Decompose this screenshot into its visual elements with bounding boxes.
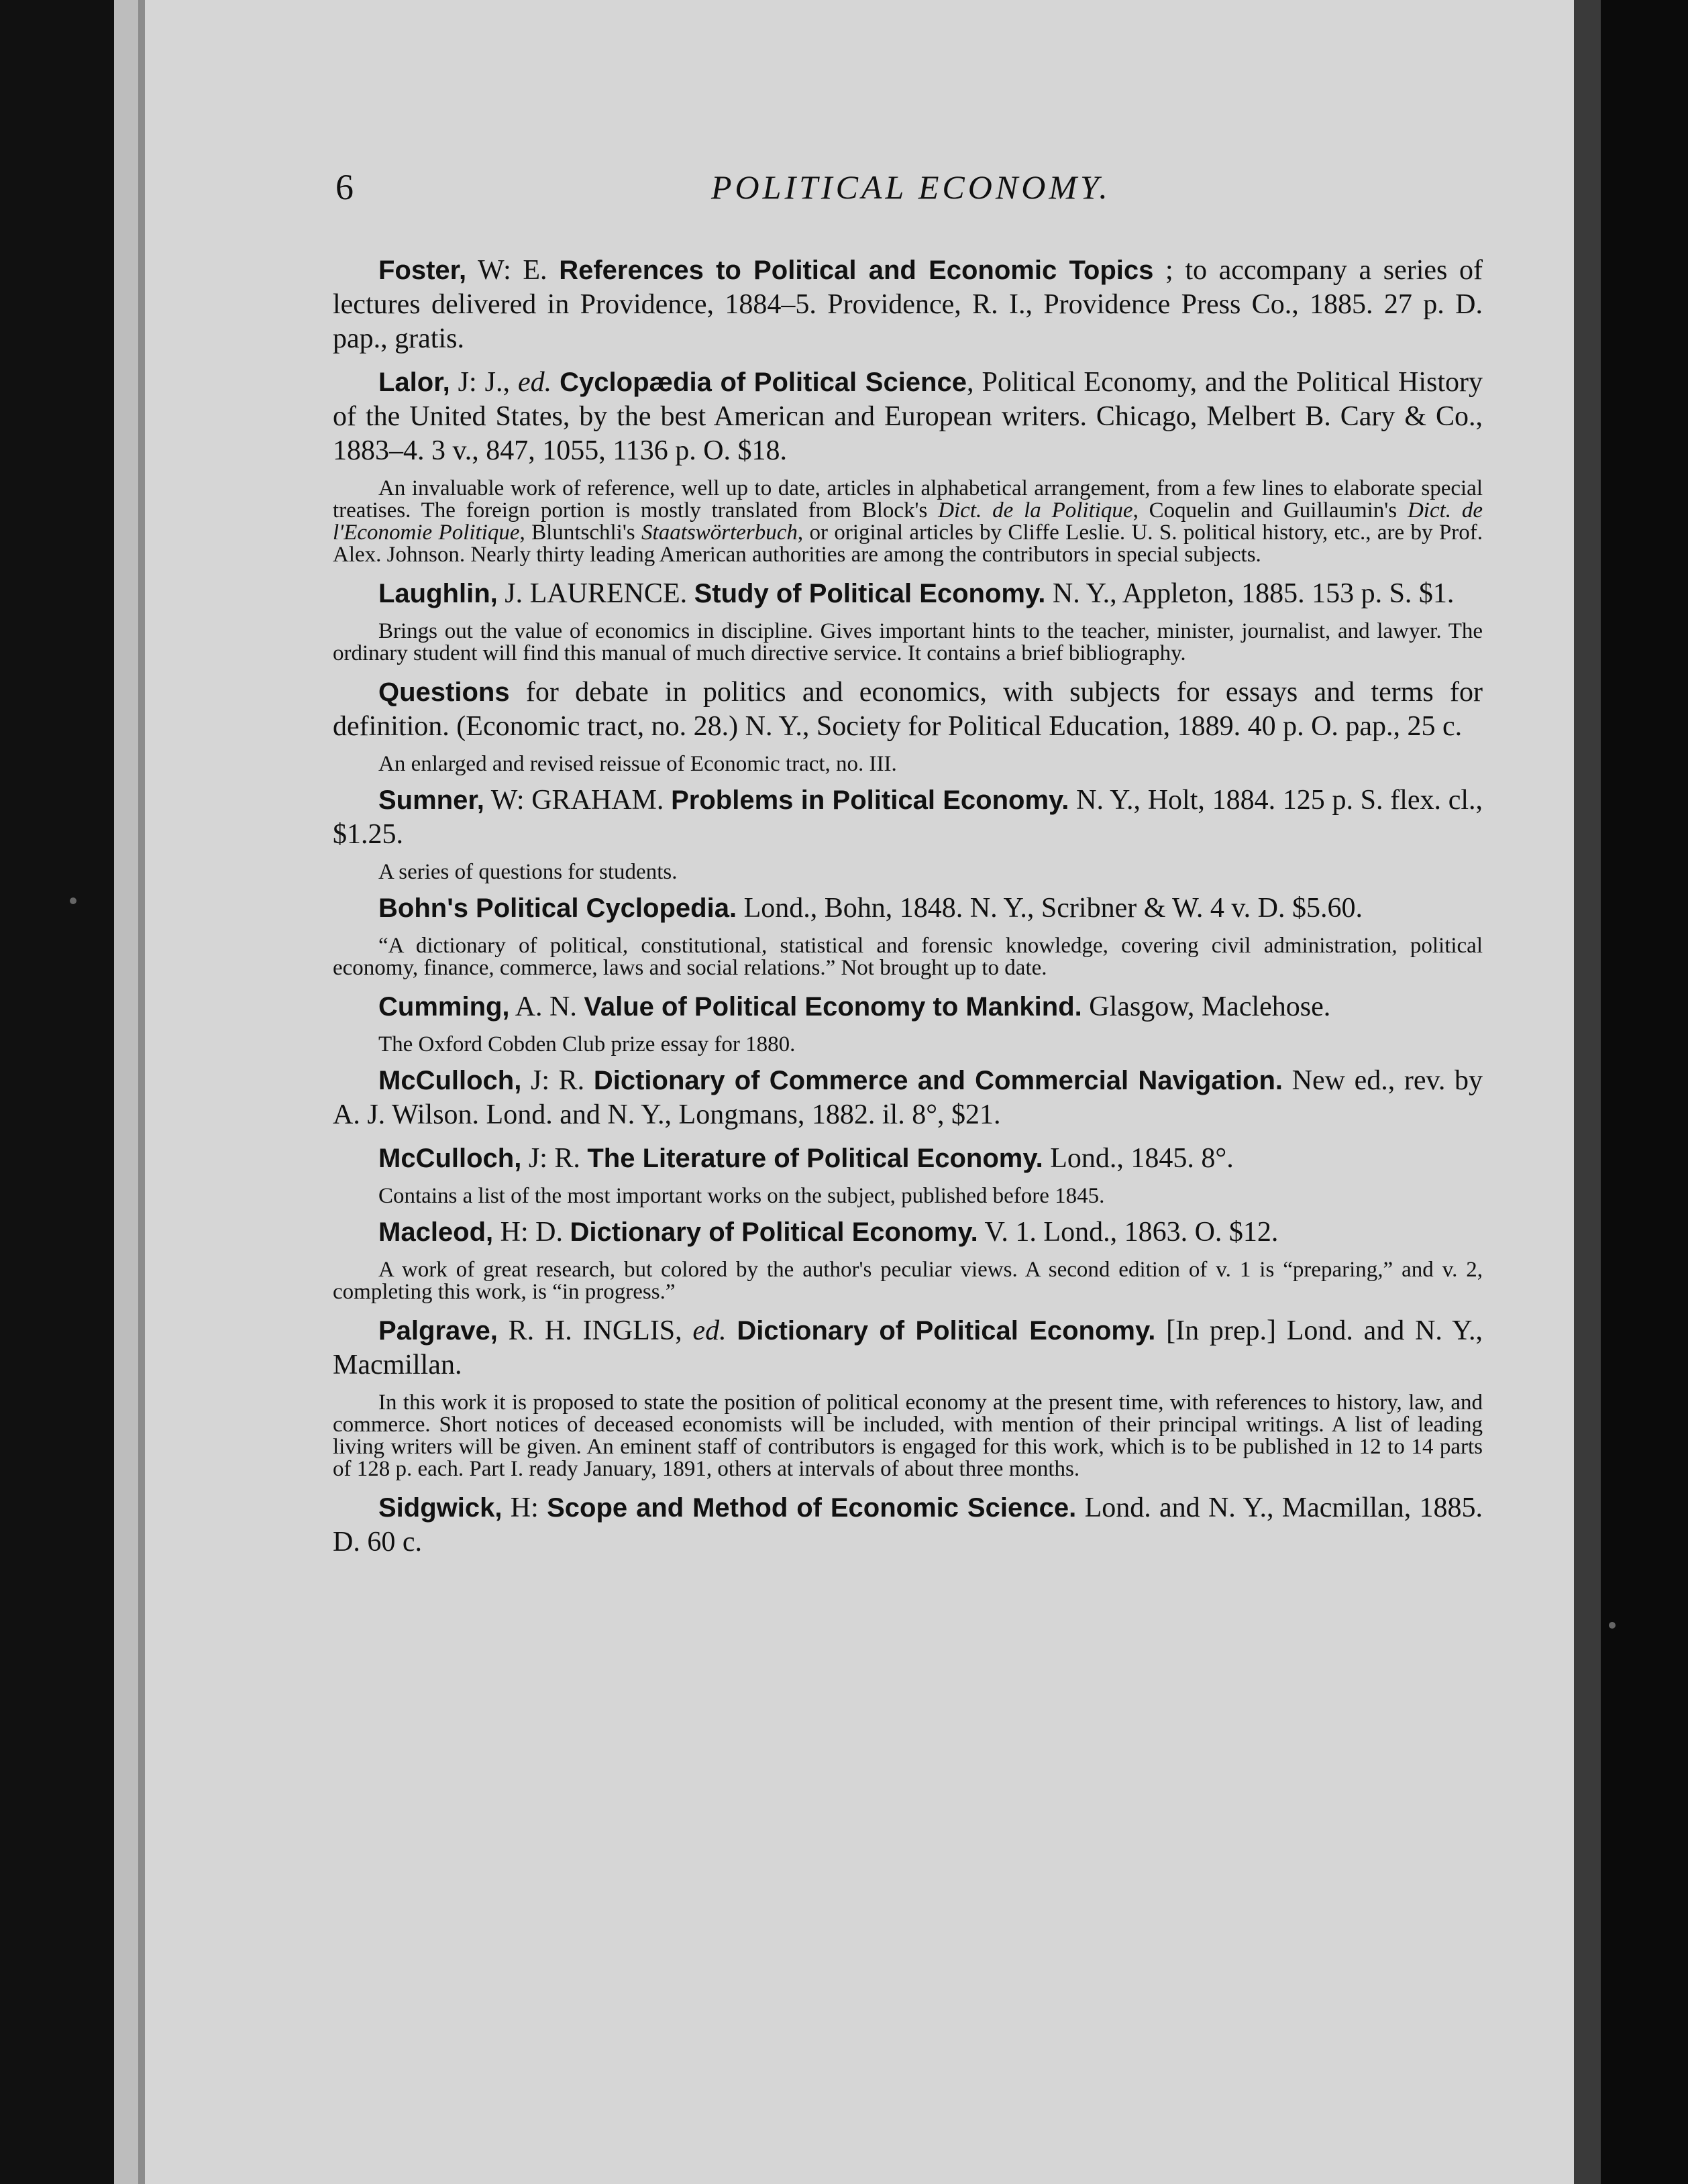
entry-annotation: A work of great research, but colored by the author's peculiar views. A second edition of v. 1 is “preparing,” and v. 2, completing this work, is “in progress.” <box>333 1258 1483 1304</box>
entry-details: N. Y., Appleton, 1885. 153 p. S. $1. <box>1045 578 1455 609</box>
entry-author-rest: A. N. <box>509 991 584 1022</box>
entry-author-rest: J: R. <box>521 1065 594 1096</box>
entry-author: Sumner, <box>378 785 484 815</box>
annotation-italic: Staatswörterbuch <box>641 521 798 545</box>
entry-author-rest: J. LAURENCE. <box>497 578 694 609</box>
entry-mcculloch-dictionary <box>333 1064 1483 1132</box>
entry-author: Palgrave, <box>378 1316 498 1346</box>
entry-annotation: “A dictionary of political, constitutional, statistical and forensic knowledge, covering civil administration, political economy, finance, commerce, laws and social relations.” Not brought up to date. <box>333 934 1483 980</box>
entry-details: V. 1. Lond., 1863. O. $12. <box>978 1217 1279 1248</box>
entry-author: Bohn's Political Cyclopedia. <box>378 893 737 923</box>
entry-annotation: An enlarged and revised reissue of Economic tract, no. III. <box>378 752 897 776</box>
annotation-italic: Dict. de l'Economie Politique <box>333 498 1483 545</box>
entry-details: Lond. and N. Y., Macmillan, 1885. D. 60 c. <box>333 1492 1483 1558</box>
entry-details: [In prep.] Lond. and N. Y., Macmillan. <box>333 1315 1483 1380</box>
entry-mcculloch-literature <box>333 1142 1483 1176</box>
entry-details: Lond., 1845. 8°. <box>1043 1143 1234 1174</box>
scan-border-right <box>1601 0 1688 2184</box>
scan-speck <box>1609 1622 1616 1629</box>
entry-title: Dictionary of Political Economy. <box>737 1316 1156 1346</box>
entry-details: for debate in politics and economics, with subjects for essays and terms for definition. (Economic tract, no. 28.) N. Y., Society for Political Education, 1889. 40 p. O. pap., 25 c. <box>333 677 1483 742</box>
bibliography-list <box>333 254 1483 1569</box>
running-title: POLITICAL ECONOMY. <box>711 168 1111 206</box>
entry-lalor <box>333 366 1483 468</box>
entry-annotation: Contains a list of the most important works on the subject, published before 1845. <box>378 1184 1105 1208</box>
entry-author-rest: J: R. <box>521 1143 588 1174</box>
entry-annotation: Brings out the value of economics in discipline. Gives important hints to the teacher, minister, journalist, and lawyer. The ordinary student will find this manual of much directive service. It contains a brief bibliography. <box>333 619 1483 665</box>
page-edge-right <box>1574 0 1601 2184</box>
annotation-italic: Dict. de la Politique <box>938 498 1133 523</box>
entry-title: Cyclopædia of Political Science <box>560 368 967 397</box>
annotation-text: , Bluntschli's <box>519 521 642 545</box>
entry-author-rest: W: E. <box>466 255 560 286</box>
entry-title: Dictionary of Political Economy. <box>570 1217 978 1247</box>
entry-editor-suffix: ed. <box>518 367 552 398</box>
entry-macleod <box>333 1215 1483 1250</box>
entry-author-rest: R. H. INGLIS, <box>497 1315 693 1346</box>
annotation-text: , Coquelin and Guillaumin's <box>1132 498 1408 523</box>
entry-details: ; to accompany a series of lectures delivered in Providence, 1884–5. Providence, R. I., Providence Press Co., 1885. 27 p. D. pap., gratis. <box>333 255 1483 354</box>
entry-author-rest: H: <box>502 1492 547 1523</box>
entry-author: Questions <box>378 677 510 707</box>
entry-details: Lond., Bohn, 1848. N. Y., Scribner & W. 4 v. D. $5.60. <box>737 893 1363 924</box>
entry-bohn <box>333 891 1483 926</box>
entry-author: McCulloch, <box>378 1144 522 1173</box>
entry-author-rest: H: D. <box>493 1217 570 1248</box>
entry-author-rest: W: GRAHAM. <box>484 785 672 816</box>
entry-details: , Political Economy, and the Political History of the United States, by the best American and European writers. Chicago, Melbert B. Cary & Co., 1883–4. 3 v., 847, 1055, 1136 p. O. $18. <box>333 367 1483 466</box>
entry-author: McCulloch, <box>378 1066 522 1095</box>
page-edge-shadow <box>138 0 145 2184</box>
entry-spacer <box>727 1315 737 1346</box>
page-edge <box>114 0 138 2184</box>
running-header <box>335 166 1483 213</box>
entry-details: Glasgow, Maclehose. <box>1082 991 1331 1022</box>
entry-title: The Literature of Political Economy. <box>587 1144 1043 1173</box>
entry-palgrave <box>333 1314 1483 1382</box>
entry-annotation <box>333 478 1483 566</box>
annotation-text: An invaluable work of reference, well up to date, articles in alphabetical arrangement, from a few lines to elaborate special treatises. The foreign portion is mostly translated from Block's <box>333 476 1483 523</box>
entry-annotation: In this work it is proposed to state the position of political economy at the present time, with references to history, law, and commerce. Short notices of deceased economists will be included, with mention of their principal writings. A list of leading living writers will be given. An eminent staff of contributors is engaged for this work, which is to be published in 12 to 14 parts of 128 p. each. Part I. ready January, 1891, others at intervals of about three months. <box>333 1390 1483 1481</box>
entry-laughlin <box>333 577 1483 611</box>
entry-details: N. Y., Holt, 1884. 125 p. S. flex. cl., $1.25. <box>333 785 1483 850</box>
entry-author: Cumming, <box>378 992 510 1022</box>
entry-author: Macleod, <box>378 1217 494 1247</box>
entry-annotation: The Oxford Cobden Club prize essay for 1880. <box>378 1032 796 1056</box>
entry-foster <box>333 254 1483 356</box>
entry-title: Dictionary of Commerce and Commercial Navigation. <box>593 1066 1283 1095</box>
entry-editor-suffix: ed. <box>692 1315 727 1346</box>
entry-author: Sidgwick, <box>378 1493 503 1523</box>
entry-author: Lalor, <box>378 368 450 397</box>
entry-author: Foster, <box>378 256 467 285</box>
entry-author-rest: J: J., <box>450 367 518 398</box>
entry-details: New ed., rev. by A. J. Wilson. Lond. and N. Y., Longmans, 1882. il. 8°, $21. <box>333 1065 1483 1130</box>
entry-cumming <box>333 990 1483 1024</box>
entry-sidgwick <box>333 1491 1483 1560</box>
entry-title: Value of Political Economy to Mankind. <box>584 992 1082 1022</box>
entry-title: Problems in Political Economy. <box>671 785 1069 815</box>
entry-spacer <box>551 367 560 398</box>
entry-title: Scope and Method of Economic Science. <box>547 1493 1077 1523</box>
entry-title: References to Political and Economic Topics <box>559 256 1154 285</box>
entry-title: Study of Political Economy. <box>694 579 1046 608</box>
page-number: 6 <box>335 167 354 207</box>
entry-annotation: A series of questions for students. <box>378 860 678 884</box>
entry-sumner <box>333 783 1483 852</box>
annotation-text: , or original articles by Cliffe Leslie. U. S. political history, etc., are by Prof. Alex. Johnson. Nearly thirty leading American authorities are among the contributors in special subjects. <box>333 521 1483 567</box>
scan-speck <box>70 897 76 904</box>
entry-author: Laughlin, <box>378 579 498 608</box>
entry-questions <box>333 675 1483 744</box>
scan-border-left <box>0 0 114 2184</box>
